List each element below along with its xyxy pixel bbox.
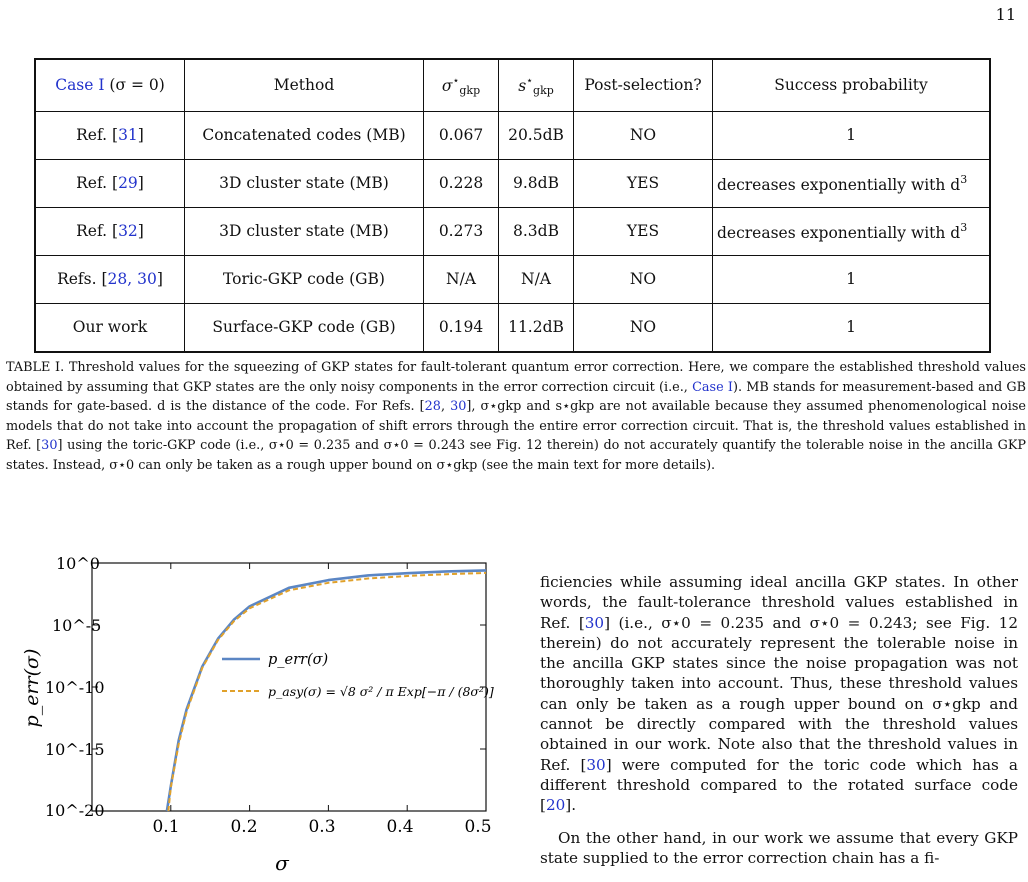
y-tick-label: 10^0 [56, 554, 100, 573]
ref-cell: Ref. [29] [35, 159, 185, 207]
success-cell: 1 [713, 111, 991, 159]
x-tick-label: 0.4 [386, 817, 414, 837]
citation-link[interactable]: 30 [586, 755, 606, 774]
page-number: 11 [995, 5, 1016, 24]
body-paragraph: ficiencies while assuming ideal ancilla GKP states. In other words, the fault-tolerance threshold values established in Ref. [30] (i.e., σ⋆0 = 0.235 and σ⋆0 = 0.243; see Fig. 12 therein) do not accurately represent the tolerable noise in the ancilla GKP states since the noise propagation was not thoroughly taken into account. Thus, these threshold values can only be taken as a rough upper bound on σ⋆gkp and cannot be directly compared with the threshold values obtained in our work. Note also that the threshold values in Ref. [30] were computed for the toric code which has a different threshold compared to the rotated surface code [20]. [540, 573, 1018, 815]
body-paragraph: On the other hand, in our work we assume that every GKP state supplied to the error correction chain has a fi- [540, 828, 1018, 867]
body-column [540, 572, 1018, 868]
citation-link[interactable]: 30 [450, 399, 467, 414]
x-axis-label: σ [275, 851, 289, 875]
sigma-cell: 0.273 [424, 207, 499, 255]
citation-link[interactable]: 29 [118, 174, 138, 192]
citation-link[interactable]: 28, 30 [107, 270, 157, 288]
table-row [35, 207, 990, 255]
ref-cell: Refs. [28, 30] [35, 255, 185, 303]
method-cell: Concatenated codes (MB) [185, 111, 424, 159]
x-tick-label: 0.3 [308, 817, 336, 837]
threshold-table [34, 58, 991, 353]
header-case: Case I (σ = 0) [35, 59, 185, 111]
header-sigma: $\sigma^⋆_{gkp}$ [424, 59, 499, 111]
y-tick-label: 10^-20 [45, 801, 105, 820]
x-tick-label: 0.5 [464, 817, 492, 837]
citation-link[interactable]: 32 [118, 222, 138, 240]
citation-link[interactable]: 30 [41, 438, 58, 453]
post-cell: NO [574, 111, 713, 159]
ref-cell: Ref. [32] [35, 207, 185, 255]
citation-link[interactable]: 20 [545, 796, 566, 815]
method-cell: Toric-GKP code (GB) [185, 255, 424, 303]
s-cell: N/A [499, 255, 574, 303]
sigma-cell: N/A [424, 255, 499, 303]
header-success: Success probability [713, 59, 991, 111]
table-row [35, 303, 990, 352]
s-cell: 8.3dB [499, 207, 574, 255]
citation-link[interactable]: 31 [118, 126, 138, 144]
error-probability-plot [0, 548, 520, 882]
success-cell: 1 [713, 255, 991, 303]
post-cell: NO [574, 255, 713, 303]
citation-link[interactable]: 30 [584, 613, 605, 632]
table-header-row [35, 59, 990, 111]
method-cell: 3D cluster state (MB) [185, 207, 424, 255]
s-cell: 9.8dB [499, 159, 574, 207]
header-post-selection: Post-selection? [574, 59, 713, 111]
method-cell: 3D cluster state (MB) [185, 159, 424, 207]
s-cell: 11.2dB [499, 303, 574, 352]
legend [222, 652, 494, 699]
success-cell: 1 [713, 303, 991, 352]
success-cell: decreases exponentially with $d^3$ [713, 207, 991, 255]
header-method: Method [185, 59, 424, 111]
table-caption: TABLE I. Threshold values for the squeezing of GKP states for fault-tolerant quantum error correction. Here, we compare the established threshold values obtained by assuming that GKP states are the only noisy components in the error correction circuit (i.e., Case I). MB stands for measurement-based and GB stands for gate-based. d is the distance of the code. For Refs. [28, 30], σ⋆gkp and s⋆gkp are not available because they assumed phenomenological noise models that do not take into account the propagation of shift errors through the entire error correction circuit. That is, the threshold values established in Ref. [30] using the toric-GKP code (i.e., σ⋆0 = 0.235 and σ⋆0 = 0.243 see Fig. 12 therein) do not accurately quantify the tolerable noise in the ancilla GKP states. Instead, σ⋆0 can only be taken as a rough upper bound on σ⋆gkp (see the main text for more details). [6, 360, 1027, 473]
case-i-link[interactable]: Case I [692, 379, 733, 395]
header-s: $s^⋆_{gkp}$ [499, 59, 574, 111]
y-tick-label: 10^-15 [45, 740, 105, 759]
s-cell: 20.5dB [499, 111, 574, 159]
post-cell: YES [574, 159, 713, 207]
y-tick-label: 10^-10 [45, 678, 105, 697]
sigma-cell: 0.228 [424, 159, 499, 207]
table-row [35, 159, 990, 207]
method-cell: Surface-GKP code (GB) [185, 303, 424, 352]
case-i-link[interactable]: Case I [55, 76, 105, 95]
legend-label-perr: p_err(σ) [268, 652, 329, 668]
ref-cell: Ref. [31] [35, 111, 185, 159]
sigma-cell: 0.194 [424, 303, 499, 352]
post-cell: YES [574, 207, 713, 255]
table-row [35, 111, 990, 159]
y-axis-label: p_err(σ) [21, 648, 43, 728]
y-tick-label: 10^-5 [52, 616, 102, 635]
citation-link[interactable]: 28 [424, 399, 441, 414]
x-tick-label: 0.2 [230, 817, 258, 837]
ref-cell: Our work [35, 303, 185, 352]
sigma-cell: 0.067 [424, 111, 499, 159]
x-tick-label: 0.1 [152, 817, 180, 837]
table-row [35, 255, 990, 303]
legend-label-pasy: p_asy(σ) = √8 σ² / π Exp[−π / (8σ²)] [268, 684, 494, 699]
post-cell: NO [574, 303, 713, 352]
success-cell: decreases exponentially with $d^3$ [713, 159, 991, 207]
